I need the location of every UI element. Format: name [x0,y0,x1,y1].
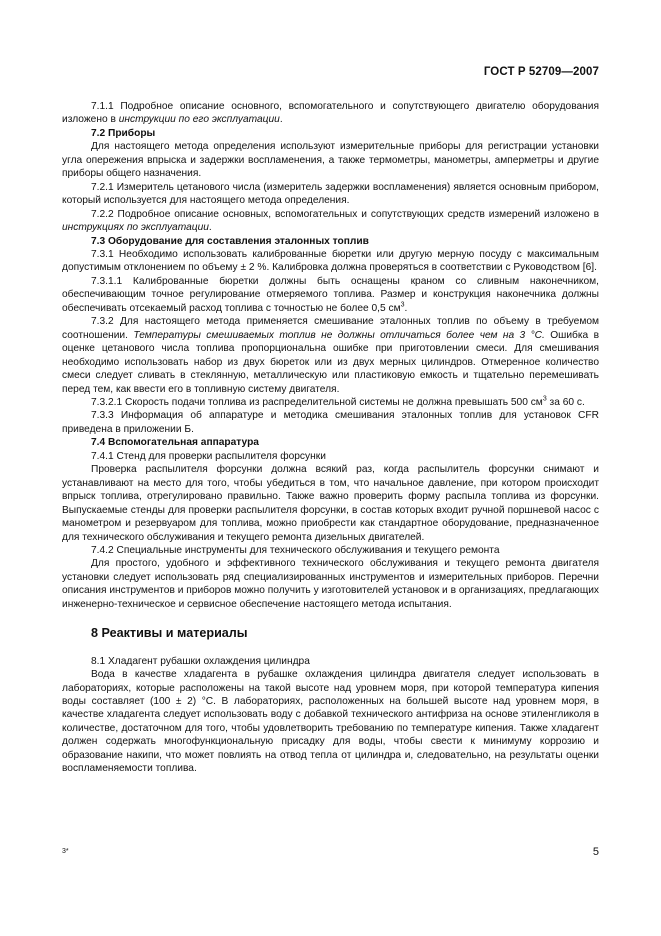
paragraph-7-4-2-text: Для простого, удобного и эффективного технического обслуживания и текущего ремонта двигателя установки следует использовать ряд специализированных инструментов и измерительных приборов. Перечни описания инструментов и приборов можно получить у изготовителей установок и в организациях, предлагающих инженерно-техническое и сервисное обеспечение настоящего метода испытания. [62,558,599,610]
heading-7-2: 7.2 Приборы [91,127,156,139]
heading-7-4: 7.4 Вспомогательная аппаратура [91,437,259,449]
paragraph-7-3-2-1: 7.3.2.1 Скорость подачи топлива из распределительной системы не должна превышать 500 $см^3$ за 60 с. [91,395,585,408]
paragraph-7-2-1: 7.2.1 Измеритель цетанового числа (измеритель задержки воспламенения) является основным прибором, который используется для настоящего метода определения. [62,181,599,207]
paragraph-7-3-1-1: 7.3.1.1 Калиброванные бюретки должны быть оснащены краном со сливным наконечником, обеспечивающим точное регулирование отмеряемого топлива. Размер и конструкция наконечника должны обеспечивать отсекаемый расход топлива с точностью не более 0,5 $см^3$. [62,275,599,314]
heading-7-3: 7.3 Оборудование для составления эталонных топлив [91,235,369,247]
paragraph-7-3-1: 7.3.1 Необходимо использовать калиброванные бюретки или другую мерную посуду с максимальным допустимым отклонением по объему ± 2 %. Калибровка должна проверяться в соответствии с Руководством [6]. [62,248,599,274]
paragraph-7-2-2: 7.2.2 Подробное описание основных, вспомогательных и сопутствующих средств измерений изложено в инструкциях по эксплуатации. [62,208,599,234]
page-number: 5 [592,846,599,858]
paragraph-7-3-2: 7.3.2 Для настоящего метода применяется смешивание эталонных топлив по объему в требуемом соотношении. Температуры смешиваемых топлив не должны отличаться более чем на 3 °С. Ошибка в оценке цетанового числа топлива пропорциональна ошибке при приготовлении смеси. Для смешивания необходимо использовать набор из двух бюреток или из двух мерных цилиндров. Отмеренное количество смеси следует сливать в стеклянную, металлическую или пластиковую емкость и тщательно перемешивать перед тем, как ввести его в топливную систему двигателя. [62,316,599,395]
paragraph-7-3-3: 7.3.3 Информация об аппаратуре и методика смешивания эталонных топлив для установок CFR приведена в приложении Б. [62,410,599,435]
paragraph-8-1-text: Вода в качестве хладагента в рубашке охлаждения цилиндра двигателя следует использовать в лабораториях, которые расположены на такой высоте над уровнем моря, при которой температура кипения воды составляет (100 ± 2) °С. В лабораториях, расположенных на большей высоте над уровнем моря, в качестве хладагента следует использовать воду с добавкой технического антифриза на основе этиленгликоля в количестве, достаточном для того, чтобы удовлетворить требованию по температуре кипения. Также хладагент должен содержать многофункциональную присадку для воды, чтобы свести к минимуму коррозию и образование накипи, что может повлиять на отвод тепла от цилиндра и, следовательно, на результаты оценки воспламеняемости топлива. [62,669,599,775]
section-8-title: 8 Реактивы и материалы [91,626,248,641]
sheet-mark: 3* [62,848,69,855]
paragraph-7-1-1: 7.1.1 Подробное описание основного, вспомогательного и сопутствующего двигателю оборудования изложено в инструкции по его эксплуатации. [62,101,599,126]
paragraph-7-4-1-text: Проверка распылителя форсунки должна всякий раз, когда распылитель форсунки снимают и устанавливают на место для того, чтобы убедиться в том, что начальное давление, при котором происходит впрыск топлива, отрегулировано правильно. Также важно проверить форму распыла топлива из форсунки. Выпускаемые стенды для проверки распылителя форсунки, в состав которых входит ручной поршневой насос с манометром и резервуаром для топлива, можно приобрести как стандартное оборудование, предназначенное для технического обслуживания и текущего ремонта дизельных двигателей. [62,464,599,543]
document-code: ГОСТ Р 52709—2007 [483,66,599,78]
paragraph-7-4-2: 7.4.2 Специальные инструменты для технического обслуживания и текущего ремонта [91,544,500,556]
document-body [62,100,599,776]
paragraph-7-2: Для настоящего метода определения используют измерительные приборы для регистрации установки угла опережения впрыска и задержки воспламенения, а также термометры, манометры, амперметры и другие приборы общего назначения. [62,141,599,180]
paragraph-8-1: 8.1 Хладагент рубашки охлаждения цилиндра [91,655,310,667]
paragraph-7-4-1: 7.4.1 Стенд для проверки распылителя форсунки [91,450,326,462]
